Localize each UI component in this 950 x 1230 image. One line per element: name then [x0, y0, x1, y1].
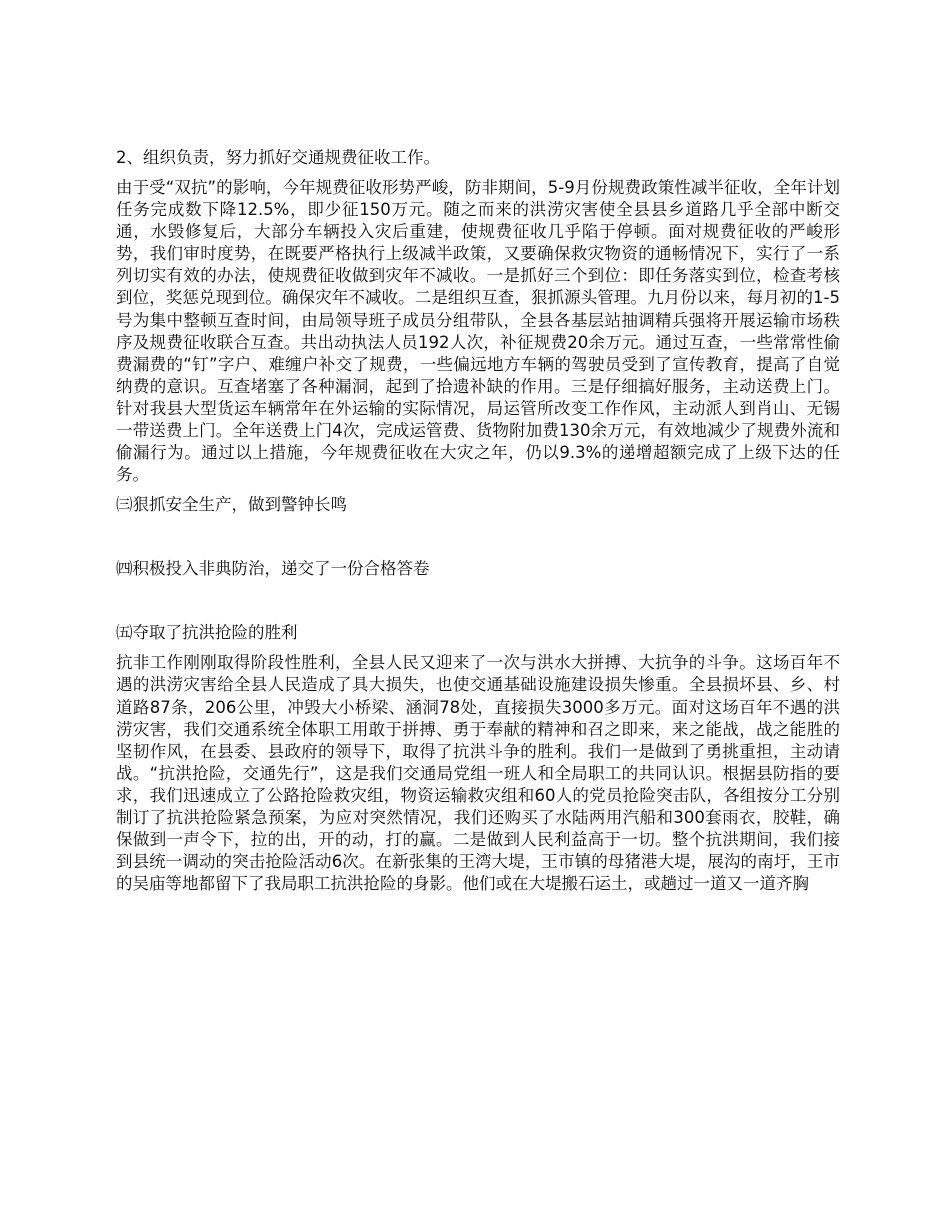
section-3-heading: ㈢狠抓安全生产，做到警钟长鸣 — [116, 495, 347, 515]
section-5-paragraph: 抗非工作刚刚取得阶段性胜利，全县人民又迎来了一次与洪水大拼搏、大抗争的斗争。这场百年不遇的洪涝灾害给全县人民造成了具大损失，也使交通基础设施建设损失惨重。全县损坏县、乡、村道路87条，206公里，冲毁大小桥梁、涵洞78处，直接损失3000多万元。面对这场百年不遇的洪涝灾害，我们交通系统全体职工用敢于拼搏、勇于奉献的精神和召之即来，来之能战，战之能胜的坚韧作风，在县委、县政府的领导下，取得了抗洪斗争的胜利。我们一是做到了勇挑重担，主动请战。“抗洪抢险，交通先行”，这是我们交通局党组一班人和全局职工的共同认识。根据县防指的要求，我们迅速成立了公路抢险救灾组，物资运输救灾组和60人的党员抢险突击队，各组按分工分别制订了抗洪抢险紧急预案，为应对突然情况，我们还购买了水陆两用汽船和300套雨衣，胶鞋，确保做到一声令下，拉的出，开的动，打的赢。二是做到人民利益高于一切。整个抗洪期间，我们接到县统一调动的突击抢险活动6次。在新张集的王湾大堤，王市镇的母猪港大堤，展沟的南圩，王市的吴庙等地都留下了我局职工抗洪抢险的身影。他们或在大堤搬石运土，或趟过一道又一道齐胸 — [116, 653, 840, 894]
section-5-heading: ㈤夺取了抗洪抢险的胜利 — [116, 623, 298, 643]
spacer — [116, 486, 840, 494]
section-4-heading: ㈣积极投入非典防治，递交了一份合格答卷 — [116, 559, 430, 579]
document-body — [116, 147, 840, 895]
spacer — [116, 516, 840, 558]
spacer — [116, 644, 840, 652]
section-2-heading: 2、组织负责，努力抓好交通规费征收工作。 — [116, 148, 440, 167]
section-2-paragraph: 由于受“双抗”的影响，今年规费征收形势严峻，防非期间，5-9月份规费政策性减半征收，全年计划任务完成数下降12.5%，即少征150万元。随之而来的洪涝灾害使全县县乡道路几乎全部中断交通，水毁修复后，大部分车辆投入灾后重建，使规费征收几乎陷于停顿。面对规费征收的严峻形势，我们审时度势，在既要严格执行上级减半政策，又要确保救灾物资的通畅情况下，实行了一系列切实有效的办法，使规费征收做到灾年不减收。一是抓好三个到位：即任务落实到位，检查考核到位，奖惩兑现到位。确保灾年不减收。二是组织互查，狠抓源头管理。九月份以来，每月初的1-5号为集中整顿互查时间，由局领导班子成员分组带队，全县各基层站抽调精兵强将开展运输市场秩序及规费征收联合互查。共出动执法人员192人次，补征规费20余万元。通过互查，一些常常性偷费漏费的“钉”字户、难缠户补交了规费，一些偏远地方车辆的驾驶员受到了宣传教育，提高了自觉纳费的意识。互查堵塞了各种漏洞，起到了拾遗补缺的作用。三是仔细搞好服务，主动送费上门。针对我县大型货运车辆常年在外运输的实际情况，局运管所改变工作作风，主动派人到肖山、无锡一带送费上门。全年送费上门4次，完成运管费、货物附加费130余万元，有效地减少了规费外流和偷漏行为。通过以上措施，今年规费征收在大灾之年，仍以9.3%的递增超额完成了上级下达的任务。 — [116, 178, 840, 485]
spacer — [116, 169, 840, 177]
spacer — [116, 580, 840, 622]
